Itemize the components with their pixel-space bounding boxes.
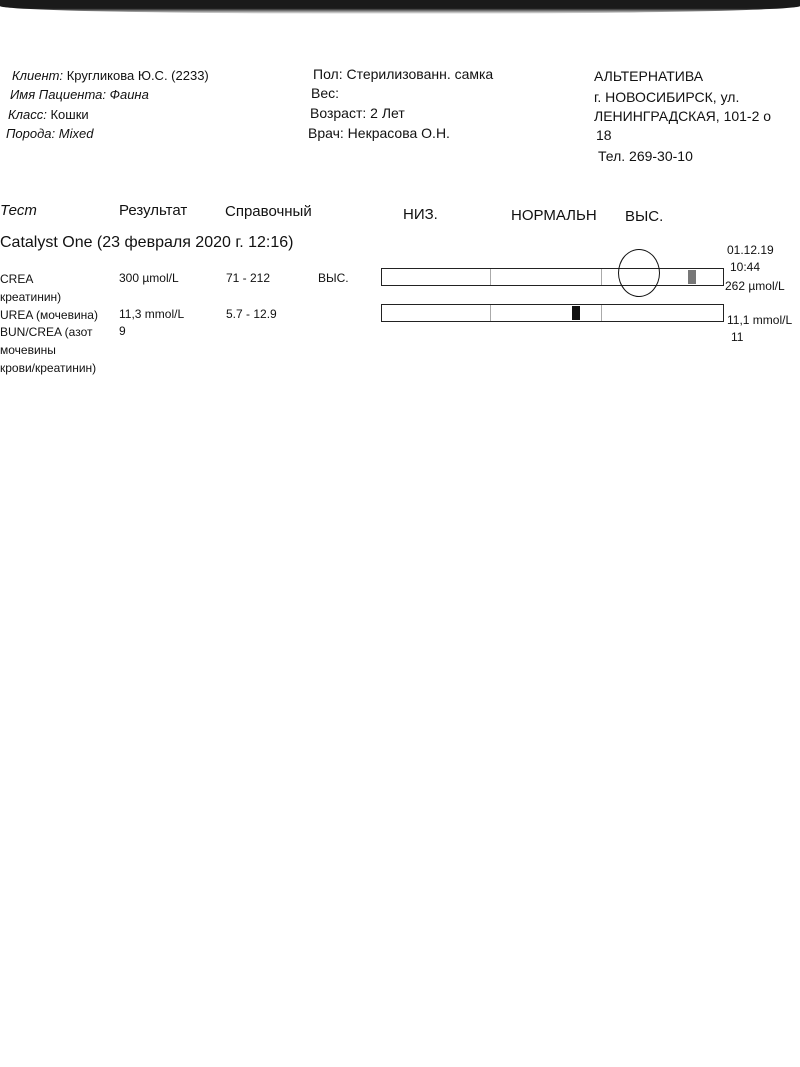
- row-crea-test-2: креатинин): [0, 290, 62, 304]
- row-crea-flag: ВЫС.: [318, 271, 349, 285]
- analyzer-title: Catalyst One (23 февраля 2020 г. 12:16): [0, 234, 294, 251]
- handwritten-circle: [618, 249, 660, 297]
- header-test: Тест: [0, 202, 37, 219]
- row-urea-previous: 11,1 mmol/L: [727, 313, 793, 327]
- client-line: [12, 68, 209, 83]
- row-urea-test: UREA (мочевина): [0, 308, 98, 322]
- row-urea-result: 11,3 mmol/L: [119, 307, 185, 321]
- clinic-name: АЛЬТЕРНАТИВА: [594, 68, 704, 84]
- previous-time: 10:44: [730, 260, 761, 274]
- clinic-address-2: ЛЕНИНГРАДСКАЯ, 101-2 о: [594, 108, 772, 124]
- class-value: Кошки: [50, 107, 89, 122]
- header-reference: Справочный: [225, 203, 312, 220]
- header-high: ВЫС.: [625, 208, 664, 225]
- row-crea-result: 300 µmol/L: [119, 271, 179, 285]
- clinic-phone: Тел. 269-30-10: [598, 148, 693, 164]
- row-bun-crea-test-2: мочевины: [0, 343, 56, 357]
- row-bun-crea-test-3: крови/креатинин): [0, 361, 97, 375]
- row-crea-previous: 262 µmol/L: [725, 279, 785, 293]
- row-crea-test: CREA: [0, 272, 34, 286]
- row-crea-reference: 71 - 212: [226, 271, 271, 285]
- row-urea-marker: [572, 306, 580, 320]
- clinic-address-3: 18: [596, 127, 612, 143]
- age-line: Возраст: 2 Лет: [310, 105, 405, 121]
- sex-line: Пол: Стерилизованн. самка: [313, 66, 494, 82]
- header-low: НИЗ.: [403, 206, 438, 223]
- row-bun-crea-test: BUN/CREA (азот: [0, 325, 93, 339]
- weight-line: Вес:: [311, 85, 340, 101]
- class-label: Класс:: [8, 107, 47, 122]
- patient-name-line: [10, 87, 149, 102]
- class-line: [8, 107, 89, 122]
- row-bun-crea-result: 9: [119, 324, 126, 338]
- patient-name-label: Имя Пациента:: [10, 87, 106, 102]
- row-urea-reference: 5.7 - 12.9: [226, 307, 277, 321]
- previous-date: 01.12.19: [727, 243, 774, 257]
- breed-label: Порода:: [6, 126, 56, 141]
- paper-top-edge: [0, 0, 800, 14]
- clinic-address-1: г. НОВОСИБИРСК, ул.: [594, 89, 740, 105]
- row-crea-range-bar: [381, 268, 724, 286]
- client-value: Кругликова Ю.С. (2233): [66, 68, 209, 83]
- row-crea-marker: [688, 270, 696, 284]
- row-urea-range-bar: [381, 304, 724, 322]
- row-bun-crea-previous: 11: [731, 330, 744, 344]
- breed-line: [6, 126, 93, 141]
- header-normal: НОРМАЛЬН: [511, 207, 597, 224]
- header-result: Результат: [119, 202, 188, 219]
- patient-name-value: Фаина: [109, 87, 149, 102]
- breed-value: Mixed: [58, 126, 94, 141]
- client-label: Клиент:: [12, 68, 64, 83]
- doctor-line: Врач: Некрасова О.Н.: [308, 125, 450, 141]
